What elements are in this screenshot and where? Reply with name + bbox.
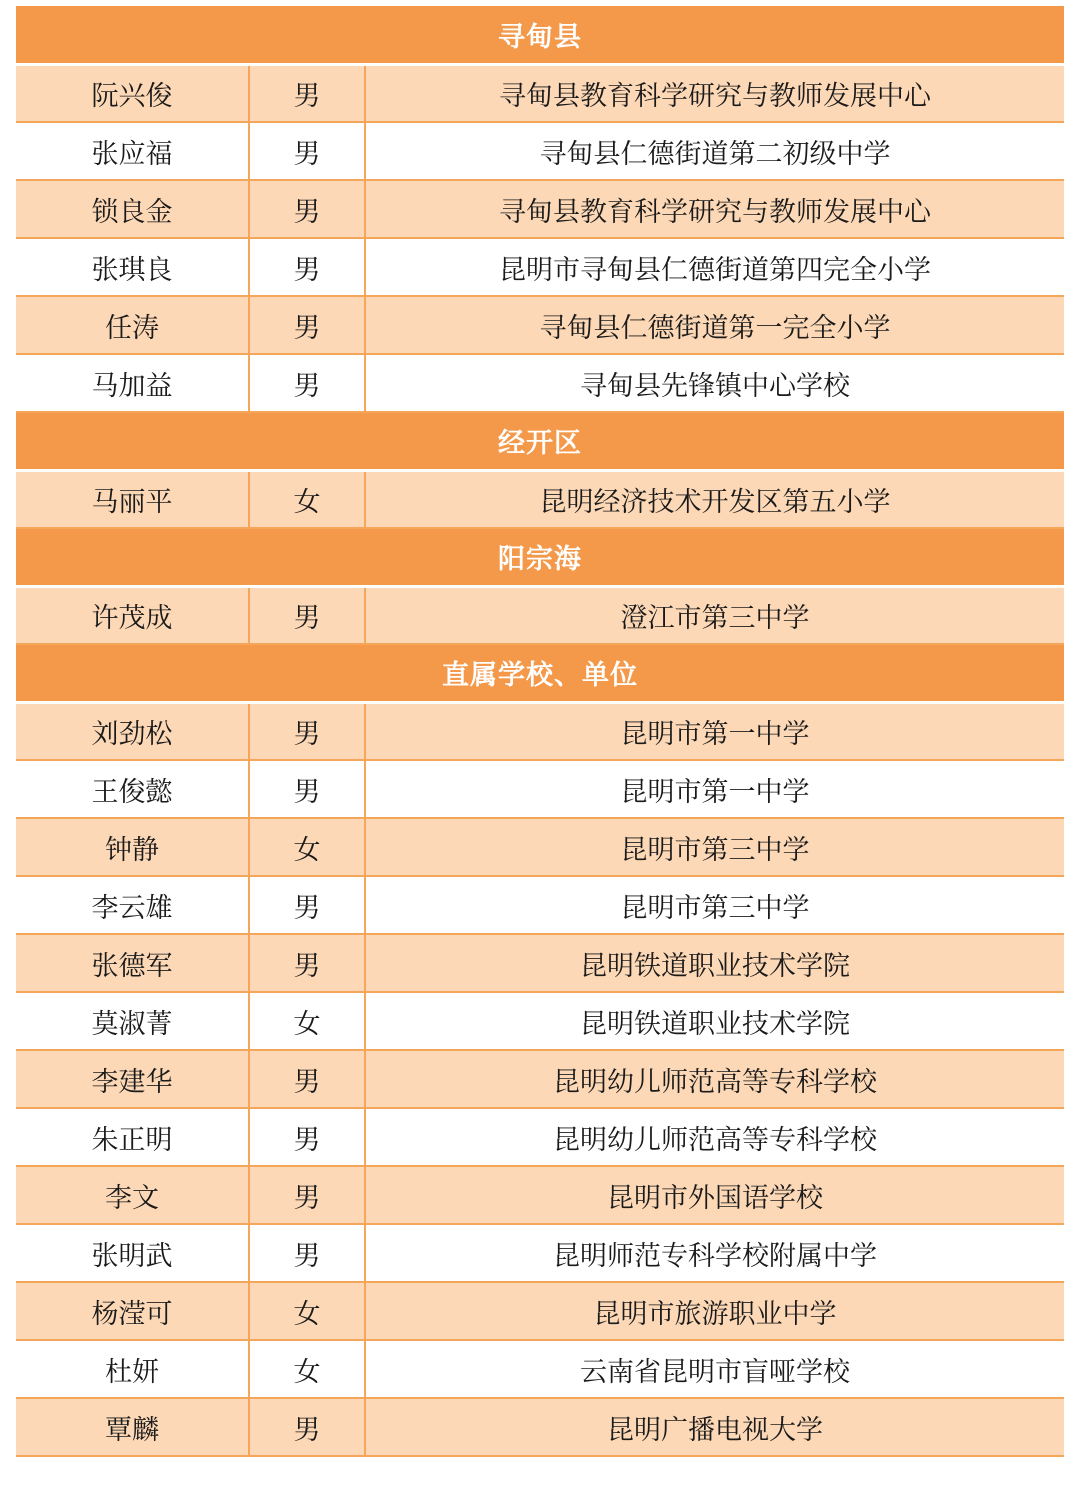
table-row	[16, 1108, 1064, 1166]
teacher-name-cell: 张琪良	[16, 238, 249, 296]
work-unit-cell: 昆明铁道职业技术学院	[365, 934, 1064, 992]
work-unit-cell: 昆明市第一中学	[365, 702, 1064, 760]
table-row	[16, 702, 1064, 760]
table-row	[16, 934, 1064, 992]
teacher-name-cell: 王俊懿	[16, 760, 249, 818]
gender-cell: 男	[249, 934, 365, 992]
teacher-name-cell: 许茂成	[16, 586, 249, 644]
table-row	[16, 992, 1064, 1050]
gender-cell: 女	[249, 818, 365, 876]
gender-cell: 女	[249, 1282, 365, 1340]
work-unit-cell: 昆明市第三中学	[365, 818, 1064, 876]
teacher-name-cell: 马加益	[16, 354, 249, 412]
gender-cell: 女	[249, 992, 365, 1050]
table-row	[16, 1166, 1064, 1224]
table-row	[16, 296, 1064, 354]
section-title: 经开区	[16, 412, 1064, 470]
section-title: 阳宗海	[16, 528, 1064, 586]
teacher-name-cell: 任涛	[16, 296, 249, 354]
table-row	[16, 1398, 1064, 1456]
gender-cell: 男	[249, 1398, 365, 1456]
work-unit-cell: 云南省昆明市盲哑学校	[365, 1340, 1064, 1398]
gender-cell: 男	[249, 1224, 365, 1282]
work-unit-cell: 寻甸县先锋镇中心学校	[365, 354, 1064, 412]
teacher-name-cell: 覃麟	[16, 1398, 249, 1456]
gender-cell: 男	[249, 354, 365, 412]
teacher-name-cell: 张德军	[16, 934, 249, 992]
gender-cell: 男	[249, 760, 365, 818]
work-unit-cell: 昆明市第三中学	[365, 876, 1064, 934]
table-row	[16, 354, 1064, 412]
work-unit-cell: 昆明幼儿师范高等专科学校	[365, 1050, 1064, 1108]
work-unit-cell: 昆明市第一中学	[365, 760, 1064, 818]
gender-cell: 男	[249, 296, 365, 354]
work-unit-cell: 昆明幼儿师范高等专科学校	[365, 1108, 1064, 1166]
work-unit-cell: 昆明广播电视大学	[365, 1398, 1064, 1456]
table-row	[16, 122, 1064, 180]
teacher-name-cell: 马丽平	[16, 470, 249, 528]
teacher-name-cell: 杨滢可	[16, 1282, 249, 1340]
work-unit-cell: 昆明市外国语学校	[365, 1166, 1064, 1224]
section-title: 直属学校、单位	[16, 644, 1064, 702]
teacher-name-cell: 张应福	[16, 122, 249, 180]
work-unit-cell: 澄江市第三中学	[365, 586, 1064, 644]
teacher-name-cell: 朱正明	[16, 1108, 249, 1166]
gender-cell: 男	[249, 180, 365, 238]
teacher-name-cell: 阮兴俊	[16, 64, 249, 122]
teacher-name-cell: 李建华	[16, 1050, 249, 1108]
work-unit-cell: 寻甸县教育科学研究与教师发展中心	[365, 180, 1064, 238]
gender-cell: 男	[249, 1050, 365, 1108]
roster-body	[16, 6, 1064, 1456]
teacher-name-cell: 张明武	[16, 1224, 249, 1282]
work-unit-cell: 昆明市旅游职业中学	[365, 1282, 1064, 1340]
table-row	[16, 586, 1064, 644]
table-row	[16, 238, 1064, 296]
table-row	[16, 760, 1064, 818]
work-unit-cell: 昆明师范专科学校附属中学	[365, 1224, 1064, 1282]
table-row	[16, 1050, 1064, 1108]
teacher-name-cell: 锁良金	[16, 180, 249, 238]
table-row	[16, 876, 1064, 934]
gender-cell: 女	[249, 1340, 365, 1398]
work-unit-cell: 昆明铁道职业技术学院	[365, 992, 1064, 1050]
teacher-name-cell: 莫淑菁	[16, 992, 249, 1050]
gender-cell: 男	[249, 1108, 365, 1166]
gender-cell: 女	[249, 470, 365, 528]
section-header	[16, 644, 1064, 702]
teacher-name-cell: 刘劲松	[16, 702, 249, 760]
teacher-name-cell: 钟静	[16, 818, 249, 876]
gender-cell: 男	[249, 702, 365, 760]
gender-cell: 男	[249, 586, 365, 644]
table-row	[16, 1340, 1064, 1398]
work-unit-cell: 昆明经济技术开发区第五小学	[365, 470, 1064, 528]
teacher-name-cell: 杜妍	[16, 1340, 249, 1398]
gender-cell: 男	[249, 122, 365, 180]
gender-cell: 男	[249, 876, 365, 934]
teacher-roster-table	[16, 6, 1064, 1457]
table-row	[16, 470, 1064, 528]
table-row	[16, 1282, 1064, 1340]
work-unit-cell: 昆明市寻甸县仁德街道第四完全小学	[365, 238, 1064, 296]
gender-cell: 男	[249, 64, 365, 122]
section-header	[16, 412, 1064, 470]
table-row	[16, 1224, 1064, 1282]
work-unit-cell: 寻甸县仁德街道第二初级中学	[365, 122, 1064, 180]
section-header	[16, 528, 1064, 586]
gender-cell: 男	[249, 1166, 365, 1224]
teacher-name-cell: 李云雄	[16, 876, 249, 934]
gender-cell: 男	[249, 238, 365, 296]
work-unit-cell: 寻甸县仁德街道第一完全小学	[365, 296, 1064, 354]
work-unit-cell: 寻甸县教育科学研究与教师发展中心	[365, 64, 1064, 122]
table-row	[16, 818, 1064, 876]
table-row	[16, 180, 1064, 238]
section-header	[16, 6, 1064, 64]
section-title: 寻甸县	[16, 6, 1064, 64]
table-row	[16, 64, 1064, 122]
teacher-name-cell: 李文	[16, 1166, 249, 1224]
